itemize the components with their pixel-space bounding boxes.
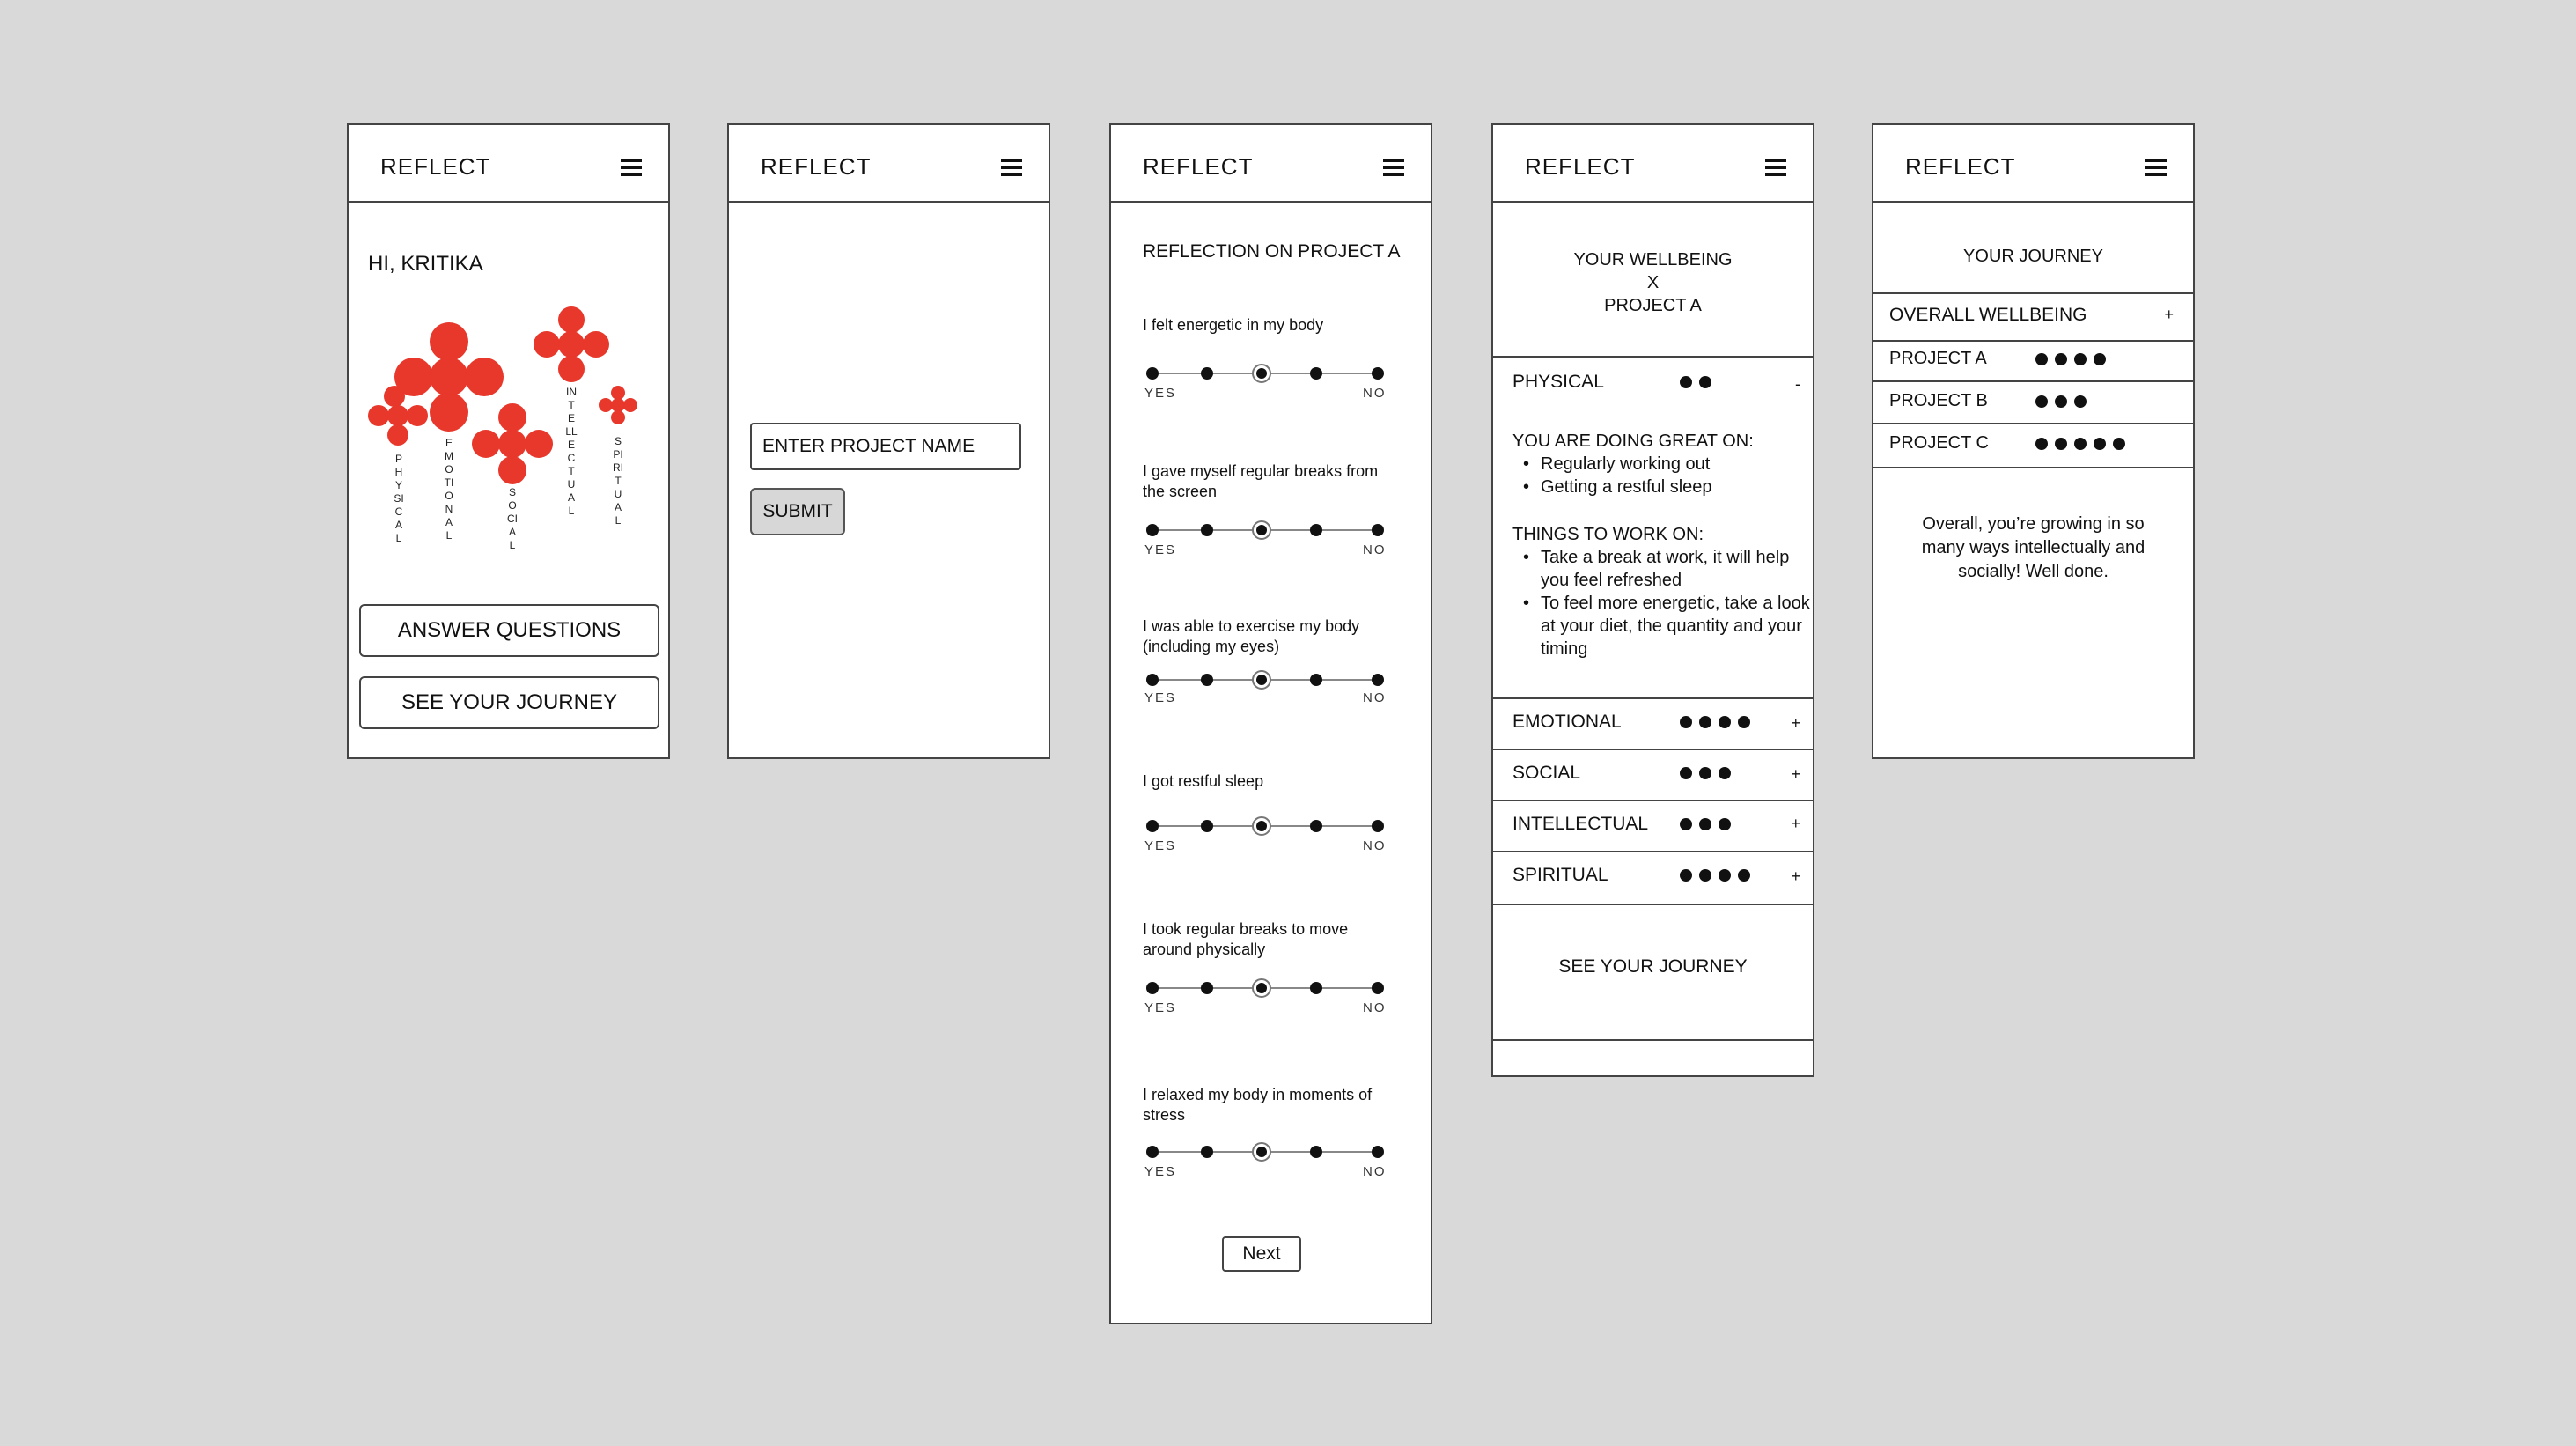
row-label: EMOTIONAL (1512, 712, 1622, 732)
no-label: NO (1363, 542, 1387, 557)
project-label: PROJECT C (1889, 433, 1989, 453)
score-dot (1699, 869, 1711, 882)
score-dot (1719, 818, 1731, 830)
wellbeing-screen (1491, 123, 1814, 1077)
score-dots (1680, 716, 1757, 733)
rating-slider[interactable] (1146, 671, 1384, 689)
slider-step[interactable] (1201, 524, 1213, 536)
great-item: • Regularly working out (1512, 453, 1812, 476)
wellbeing-title (1493, 248, 1813, 317)
collapse-icon[interactable]: - (1795, 375, 1800, 393)
journey-screen (1872, 123, 2195, 759)
question-text: I gave myself regular breaks from the screen (1143, 462, 1379, 500)
overall-label: OVERALL WELLBEING (1889, 305, 2087, 325)
score-dots (1680, 767, 1738, 784)
score-dot (2074, 395, 2087, 408)
slider-thumb[interactable] (1252, 816, 1271, 836)
project-label: PROJECT B (1889, 391, 1988, 410)
question-text: I was able to exercise my body (including my eyes) (1143, 617, 1360, 655)
see-your-journey-button[interactable]: SEE YOUR JOURNEY (359, 676, 659, 729)
score-dot (1738, 716, 1750, 728)
slider-step[interactable] (1201, 982, 1213, 994)
see-your-journey-link[interactable]: SEE YOUR JOURNEY (1558, 956, 1748, 977)
rating-slider[interactable] (1146, 817, 1384, 835)
slider-step[interactable] (1146, 674, 1159, 686)
slider-thumb[interactable] (1252, 364, 1271, 383)
app-header (1111, 125, 1431, 203)
expand-icon[interactable]: + (2164, 306, 2174, 323)
slider-step[interactable] (1310, 367, 1322, 380)
slider-step[interactable] (1372, 524, 1384, 536)
slider-thumb[interactable] (1252, 978, 1271, 998)
slider-step[interactable] (1372, 1146, 1384, 1158)
row-label: SOCIAL (1512, 763, 1581, 783)
project-score-dots (2035, 395, 2094, 412)
home-screen (347, 123, 670, 759)
project-label: PROJECT A (1889, 349, 1987, 368)
expand-icon[interactable]: + (1791, 867, 1800, 885)
slider-step[interactable] (1146, 1146, 1159, 1158)
great-item: • Getting a restful sleep (1512, 476, 1812, 498)
expand-icon[interactable]: + (1791, 765, 1800, 783)
slider-step[interactable] (1310, 524, 1322, 536)
brand-logo: REFLECT (1905, 153, 2016, 180)
yes-label: YES (1144, 1000, 1177, 1015)
score-dot (1680, 716, 1692, 728)
reflection-screen (1109, 123, 1432, 1324)
score-dot (2094, 353, 2106, 365)
no-label: NO (1363, 1000, 1387, 1015)
slider-step[interactable] (1372, 367, 1384, 380)
app-header (1873, 125, 2193, 203)
dimension-label-emotional: EMOTIONAL (444, 437, 454, 542)
rating-slider[interactable] (1146, 521, 1384, 539)
row-label: INTELLECTUAL (1512, 814, 1649, 834)
score-dot (2094, 438, 2106, 450)
slider-thumb[interactable] (1252, 520, 1271, 540)
rating-slider[interactable] (1146, 365, 1384, 382)
greeting: HI, KRITIKA (368, 252, 483, 276)
score-dot (1680, 818, 1692, 830)
brand-logo: REFLECT (1143, 153, 1254, 180)
question-text: I felt energetic in my body (1143, 316, 1324, 334)
slider-step[interactable] (1201, 820, 1213, 832)
wellbeing-title-line: PROJECT A (1604, 296, 1702, 315)
slider-step[interactable] (1146, 524, 1159, 536)
question-text: I took regular breaks to move around physically (1143, 920, 1349, 958)
slider-step[interactable] (1201, 1146, 1213, 1158)
score-dot (1680, 869, 1692, 882)
score-dot (1680, 376, 1692, 388)
no-label: NO (1363, 1164, 1387, 1179)
question-text: I got restful sleep (1143, 772, 1264, 790)
physical-label: PHYSICAL (1512, 372, 1604, 392)
hamburger-menu-icon[interactable] (1765, 159, 1786, 176)
score-dot (1699, 376, 1711, 388)
score-dot (2055, 438, 2067, 450)
wellbeing-title-line: YOUR WELLBEING (1573, 250, 1733, 269)
slider-step[interactable] (1372, 820, 1384, 832)
question-text: I relaxed my body in moments of stress (1143, 1086, 1373, 1124)
slider-step[interactable] (1146, 367, 1159, 380)
submit-button[interactable]: SUBMIT (750, 488, 845, 535)
dimension-label-physical: PHYSICAL (394, 453, 404, 544)
yes-label: YES (1144, 1164, 1177, 1179)
app-header (729, 125, 1049, 203)
no-label: NO (1363, 838, 1387, 853)
answer-questions-button[interactable]: ANSWER QUESTIONS (359, 604, 659, 657)
dimension-label-spiritual: SPIRITUAL (613, 435, 623, 527)
score-dot (1680, 767, 1692, 779)
hamburger-menu-icon[interactable] (2145, 159, 2167, 176)
dimension-label-intellectual: INTELLECTUAL (565, 386, 578, 517)
row-label: SPIRITUAL (1512, 865, 1608, 885)
expand-icon[interactable]: + (1791, 714, 1800, 732)
slider-step[interactable] (1146, 820, 1159, 832)
work-heading: THINGS TO WORK ON: (1512, 525, 1704, 544)
score-dot (1719, 767, 1731, 779)
hamburger-menu-icon[interactable] (621, 159, 642, 176)
journey-summary: Overall, you’re growing in so many ways intellectually and socially! Well done. (1921, 514, 2145, 581)
next-button[interactable]: Next (1222, 1236, 1301, 1272)
hamburger-menu-icon[interactable] (1001, 159, 1022, 176)
yes-label: YES (1144, 690, 1177, 705)
hamburger-menu-icon[interactable] (1383, 159, 1404, 176)
expand-icon[interactable]: + (1791, 815, 1800, 832)
score-dots (1680, 818, 1738, 835)
app-header (1493, 125, 1813, 203)
dimension-label-social: SOCIAL (507, 486, 518, 551)
physical-score-dots (1680, 376, 1719, 393)
score-dot (2055, 395, 2067, 408)
slider-step[interactable] (1310, 820, 1322, 832)
app-header (349, 125, 668, 203)
brand-logo: REFLECT (761, 153, 872, 180)
score-dot (2035, 438, 2048, 450)
slider-step[interactable] (1310, 1146, 1322, 1158)
yes-label: YES (1144, 386, 1177, 401)
score-dot (2035, 395, 2048, 408)
brand-logo: REFLECT (1525, 153, 1636, 180)
no-label: NO (1363, 690, 1387, 705)
brand-logo: REFLECT (380, 153, 491, 180)
slider-step[interactable] (1310, 674, 1322, 686)
great-heading: YOU ARE DOING GREAT ON: (1512, 432, 1754, 451)
score-dot (2074, 353, 2087, 365)
slider-step[interactable] (1372, 674, 1384, 686)
slider-step[interactable] (1372, 982, 1384, 994)
score-dot (1719, 716, 1731, 728)
score-dot (2055, 353, 2067, 365)
slider-step[interactable] (1146, 982, 1159, 994)
slider-thumb[interactable] (1252, 1142, 1271, 1162)
yes-label: YES (1144, 542, 1177, 557)
score-dot (1699, 767, 1711, 779)
project-score-dots (2035, 353, 2113, 370)
score-dot (1699, 818, 1711, 830)
score-dot (1738, 869, 1750, 882)
work-item: • Take a break at work, it will help you feel refreshed (1512, 546, 1812, 592)
project-name-input[interactable] (750, 423, 1021, 470)
score-dot (2113, 438, 2125, 450)
score-dot (2074, 438, 2087, 450)
feedback-panel (1512, 430, 1812, 660)
rating-slider[interactable] (1146, 979, 1384, 997)
project-score-dots (2035, 438, 2132, 454)
slider-step[interactable] (1201, 367, 1213, 380)
slider-thumb[interactable] (1252, 670, 1271, 690)
yes-label: YES (1144, 838, 1177, 853)
wellbeing-title-line: X (1646, 273, 1660, 292)
score-dot (1699, 716, 1711, 728)
no-label: NO (1363, 386, 1387, 401)
score-dot (1719, 869, 1731, 882)
reflection-title: REFLECTION ON PROJECT A (1143, 241, 1401, 262)
slider-step[interactable] (1310, 982, 1322, 994)
rating-slider[interactable] (1146, 1143, 1384, 1161)
slider-step[interactable] (1201, 674, 1213, 686)
journey-title: YOUR JOURNEY (1963, 247, 2103, 266)
work-item: • To feel more energetic, take a look at your diet, the quantity and your timing (1512, 592, 1812, 660)
score-dots (1680, 869, 1757, 886)
score-dot (2035, 353, 2048, 365)
project-entry-screen (727, 123, 1050, 759)
